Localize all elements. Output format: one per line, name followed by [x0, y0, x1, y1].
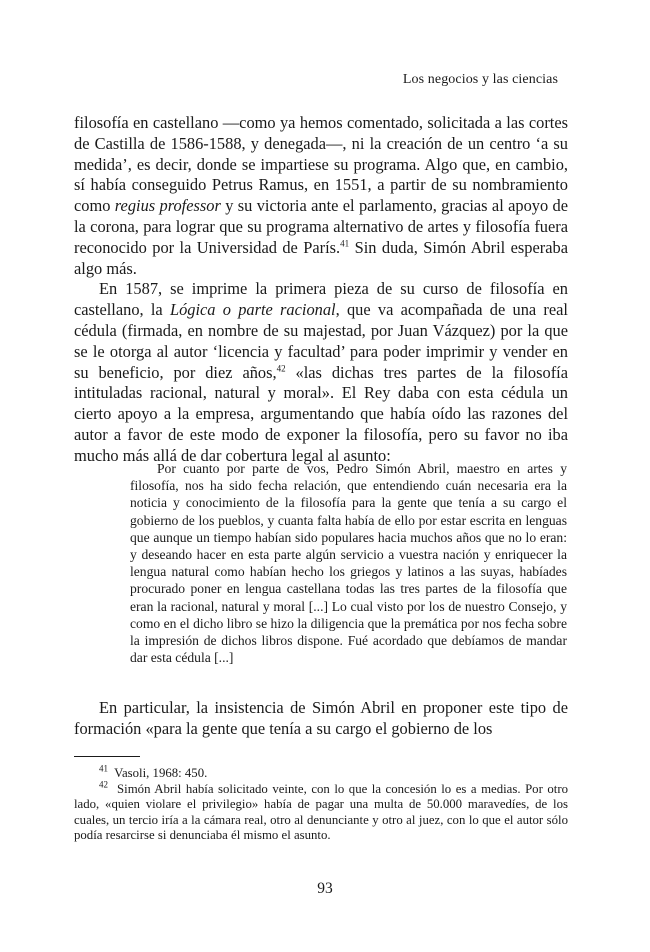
block-quote: Por cuanto por parte de vos, Pedro Simón Abril, maestro en artes y filosofía, nos ha sido fecha relación, que entendiendo cuán necesaria era la noticia y conocimiento de la filosofía para la gente que tenía a su cargo el gobierno de los pueblos, y cuanta falta había de ello por estar escrita en lenguas que aunque un tiempo habían sido populares hacia muchos años que no lo eran: y deseando hacer en esta parte algún servicio a vuestra nación y enriquecer la lengua natural como habían hecho los griegos y latinos a las suyas, habíades procurado poner en lengua castellana todas las tres partes de la filosofía que eran la racional, natural y moral [...] Lo cual visto por los de nuestro Consejo, y como en el dicho libro se hizo la diligencia que la premática por nos fecha sobre la impresión de dichos libros dispone. Fué acordado que debíamos de mandar dar esta cédula [...] [130, 461, 567, 666]
paragraph-2 [74, 279, 568, 466]
paragraph-1-text-b: y su victoria ante el parlamento, gracias al apoyo de la corona, para lograr que su programa alternativo de artes y filosofía fuera reconocido por la Universidad de París. [74, 196, 568, 257]
paragraph-3: En particular, la insistencia de Simón Abril en proponer este tipo de formación «para la gente que tenía a su cargo el gobierno de los [74, 698, 568, 738]
footnote-ref-42[interactable]: 42 [276, 363, 286, 374]
logica-title-italic: Lógica o parte racional [169, 300, 336, 320]
footnote-number: 41 [99, 763, 108, 774]
paragraph-2-text-b: , que va acompañada de una real cédula (firmada, en nombre de su majestad, por Juan Vázquez) por la que se le otorga al autor ‘licencia y facultad’ para poder imprimir y vender en su beneficio, por diez años, [74, 300, 568, 382]
running-header: Los negocios y las ciencias [402, 72, 558, 87]
paragraph-2-text-a: En 1587, se imprime la primera pieza de su curso de filosofía en castellano, la [74, 279, 568, 320]
paragraph-1 [74, 113, 568, 279]
footnote-42 [74, 779, 568, 844]
footnote-text: Vasoli, 1968: 450. [114, 766, 208, 780]
page-number: 93 [317, 880, 333, 897]
footnote-separator [74, 756, 140, 757]
footnote-41 [74, 763, 568, 782]
footnote-text: Simón Abril había solicitado veinte, con lo que la concesión lo es a medias. Por otro lado, «quien violare el privilegio» había de pagar una multa de 50.000 maravedíes, de los cuales, un tercio iría a la cámara real, otro al denunciante y otro al juez, con lo que el autor sólo podía resarcirse si denunciaba él mismo el asunto. [74, 781, 568, 842]
regius-professor-italic: regius professor [114, 196, 221, 216]
paragraph-1-text-c: Sin duda, Simón Abril esperaba algo más. [74, 237, 568, 278]
paragraph-2-text-c: «las dichas tres partes de la filosofía intituladas racional, natural y moral». El Rey daba con esta cédula un cierto apoyo a la empresa, argumentando que había oído las razones del autor a favor de este modo de exponer la filosofía, pero su favor no iba mucho más allá de dar cobertura legal al asunto: [74, 362, 568, 465]
paragraph-1-text-a: filosofía en castellano —como ya hemos comentado, solicitada a las cortes de Castilla de 1586-1588, y denegada—, ni la creación de un centro ‘a su medida’, es decir, donde se impartiese su programa. Algo que, en cambio, sí había conseguido Petrus Ramus, en 1551, a partir de su nombramiento como [74, 113, 568, 216]
footnote-ref-41[interactable]: 41 [340, 238, 350, 249]
footnotes [74, 763, 568, 844]
main-text-block [74, 113, 568, 467]
footnote-number: 42 [99, 779, 108, 790]
